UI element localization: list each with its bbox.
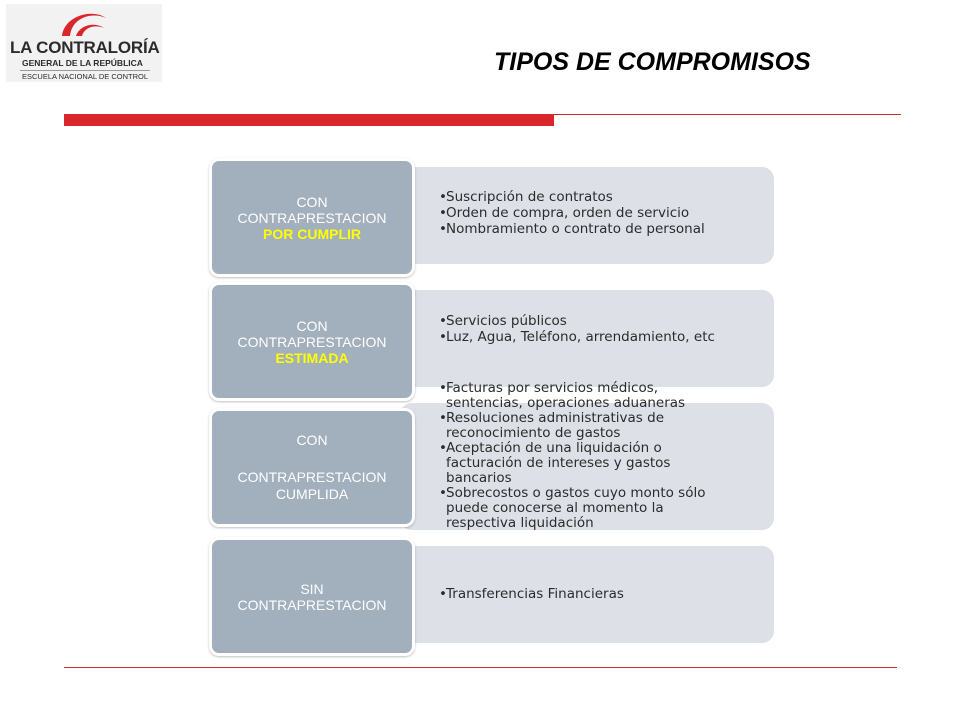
header-accent-bar xyxy=(64,114,554,126)
row-label-line: CONTRAPRESTACION xyxy=(237,596,387,613)
row-label-line: CON xyxy=(296,193,328,210)
list-item: • Luz, Agua, Teléfono, arrendamiento, etc xyxy=(440,329,736,345)
row-label-line: CONTRAPRESTACION xyxy=(237,333,387,350)
row-items-cumplida xyxy=(440,381,736,531)
logo-school: ESCUELA NACIONAL DE CONTROL xyxy=(22,72,149,81)
row-label-line: CON xyxy=(296,317,328,334)
list-item: • Facturas por servicios médicos, sentencias, operaciones aduaneras xyxy=(440,381,736,411)
row-items-por-cumplir xyxy=(440,189,760,237)
row-label-emphasis: POR CUMPLIR xyxy=(263,225,361,242)
logo xyxy=(6,4,162,82)
row-items-estimada xyxy=(440,313,736,345)
row-label-line: CON xyxy=(296,431,328,448)
list-item: • Servicios públicos xyxy=(440,313,736,329)
row-label-line: CUMPLIDA xyxy=(275,486,349,503)
row-items-sin xyxy=(440,586,740,602)
list-item: • Transferencias Financieras xyxy=(440,586,740,602)
list-item: • Orden de compra, orden de servicio xyxy=(440,205,760,221)
list-item: • Aceptación de una liquidación o facturación de intereses y gastos bancarios xyxy=(440,441,736,486)
row-label-sin xyxy=(209,537,415,656)
row-label-line: SIN xyxy=(300,580,324,597)
logo-divider xyxy=(20,70,150,71)
logo-subtitle: GENERAL DE LA REPÚBLICA xyxy=(22,58,143,68)
header-rule xyxy=(554,114,901,115)
row-label-line: CONTRAPRESTACION xyxy=(237,469,387,486)
list-item: • Nombramiento o contrato de personal xyxy=(440,221,760,237)
list-item: • Resoluciones administrativas de reconocimiento de gastos xyxy=(440,411,736,441)
list-item: • Suscripción de contratos xyxy=(440,189,760,205)
page-title: TIPOS DE COMPROMISOS xyxy=(494,48,811,76)
footer-rule xyxy=(64,667,897,668)
list-item: • Sobrecostos o gastos cuyo monto sólo puede conocerse al momento la respectiva liquidación xyxy=(440,486,736,531)
row-label-estimada xyxy=(209,282,415,401)
row-label-line: CONTRAPRESTACION xyxy=(237,209,387,226)
row-label-por-cumplir xyxy=(209,158,415,277)
logo-name: LA CONTRALORÍA xyxy=(10,38,160,57)
row-label-emphasis: ESTIMADA xyxy=(275,349,349,366)
logo-swoosh-icon xyxy=(58,8,110,40)
row-label-cumplida xyxy=(209,408,415,527)
